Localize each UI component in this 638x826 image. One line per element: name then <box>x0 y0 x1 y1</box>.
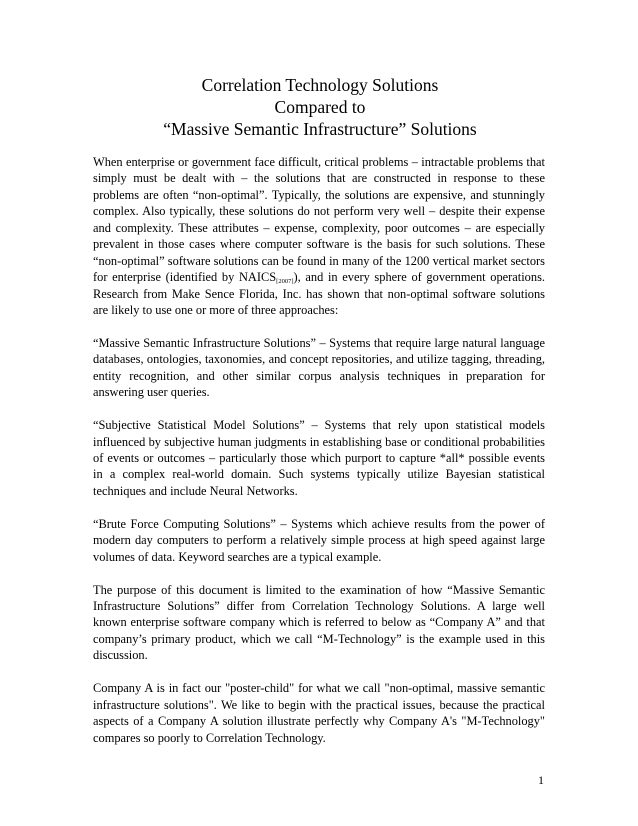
document-body <box>93 154 545 762</box>
document-title <box>80 74 560 140</box>
paragraph-brute-force: “Brute Force Computing Solutions” – Systems which achieve results from the power of modern day computers to perform a relatively simple process at high speed against large volumes of data. Keyword searches are a typical example. <box>93 516 545 564</box>
page-number: 1 <box>538 773 544 787</box>
naics-year-subscript: [2007] <box>276 278 294 286</box>
title-line-1: Correlation Technology Solutions <box>201 75 439 95</box>
paragraph-intro-part-2: ), and in every sphere of government operations. Research from Make Sence Florida, Inc. has shown that non-optimal software solutions are likely to use one or more of three approaches: <box>93 270 545 318</box>
paragraph-company-a: Company A is in fact our "poster-child" for what we call "non-optimal, massive semantic infrastructure solutions". We like to begin with the practical issues, because the practical aspects of a Company A solution illustrate perfectly why Company A's "M-Technology" compares so poorly to Correlation Technology. <box>93 681 545 745</box>
paragraph-intro-part-1: When enterprise or government face difficult, critical problems – intractable problems that simply must be dealt with – the solutions that are constructed in response to these problems are often “non-optimal”. Typically, the solutions are expensive, and stunningly complex. Also typically, these solutions do not perform very well – despite their expense and complexity. These attributes – expense, complexity, poor outcomes – are especially prevalent in those cases where computer software is the basis for such solutions. These “non-optimal” software solutions can be found in many of the 1200 vertical market sectors for enterprise (identified by NAICS <box>93 155 545 285</box>
title-line-3: “Massive Semantic Infrastructure” Solutions <box>163 119 477 139</box>
paragraph-purpose: The purpose of this document is limited to the examination of how “Massive Semantic Infrastructure Solutions” differ from Correlation Technology Solutions. A large well known enterprise software company which is referred to below as “Company A” and that company’s primary product, which we call “M-Technology” is the example used in this discussion. <box>93 582 545 663</box>
paragraph-massive-semantic: “Massive Semantic Infrastructure Solutions” – Systems that require large natural language databases, ontologies, taxonomies, and concept repositories, and utilize tagging, threading, entity recognition, and other similar corpus analysis techniques in preparation for answering user queries. <box>93 335 545 400</box>
paragraph-intro <box>93 154 545 319</box>
paragraph-subjective-statistical: “Subjective Statistical Model Solutions” – Systems that rely upon statistical models influenced by subjective human judgments in establishing base or conditional probabilities of events or outcomes – particularly those which purport to capture *all* possible events in a complex real-world domain. Such systems typically utilize Bayesian statistical techniques and include Neural Networks. <box>93 418 545 498</box>
title-line-2: Compared to <box>274 97 366 117</box>
